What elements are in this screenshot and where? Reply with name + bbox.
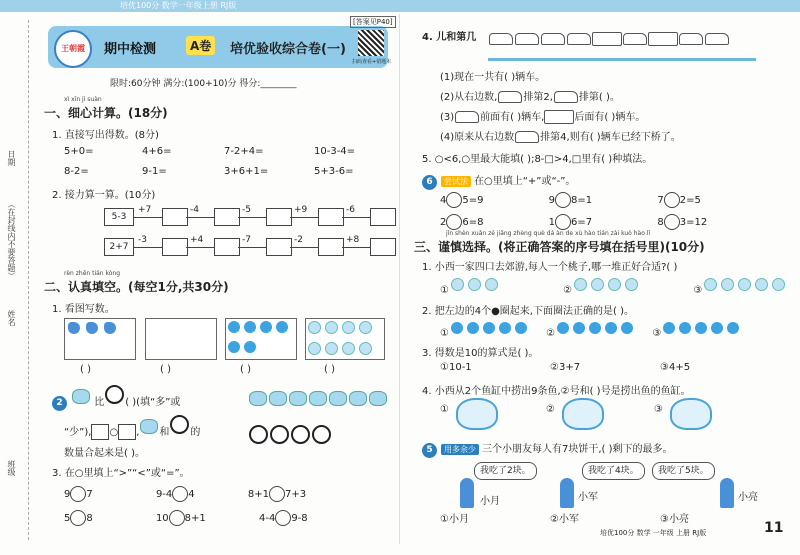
apple-icon <box>276 321 288 333</box>
compare-right: 7+3 <box>284 489 307 500</box>
pig-icon <box>140 419 158 434</box>
calc-item[interactable]: 10-3-4= <box>314 146 356 157</box>
options-q3 <box>440 362 690 373</box>
calc-item[interactable]: 5+3-6= <box>314 166 354 177</box>
s1-pinyin: xì xīn jì suàn <box>64 96 102 103</box>
apple-icon <box>467 322 479 334</box>
compare-left: 10 <box>155 513 169 524</box>
top-strip-text: 培优100分 数学一年级上册 RJ版 <box>120 1 237 10</box>
fish-tank-icon <box>670 398 712 430</box>
child-icon <box>720 478 734 508</box>
l3-text-a: (3) <box>440 112 455 123</box>
car-icon <box>515 131 539 143</box>
apple-icon <box>451 322 463 334</box>
chain-operation: +8 <box>346 235 360 245</box>
pic-goldfish <box>305 318 385 360</box>
panda-icon <box>170 415 189 434</box>
q2-text-c: “少”), <box>64 427 92 438</box>
peach-pile-icon <box>485 278 498 291</box>
question-number: 6 <box>422 175 437 190</box>
qr-note: 扫码查看+错题本 <box>352 59 392 65</box>
option-label[interactable]: ②3+7 <box>550 362 581 373</box>
bridge-illustration <box>488 28 756 61</box>
sign-right: 6=8 <box>462 217 484 228</box>
pig-group <box>248 390 388 411</box>
class-label: 班级 <box>7 460 16 476</box>
chain-operation: +7 <box>138 205 152 215</box>
chain-operation: -5 <box>242 205 251 215</box>
s3-q2: 2. 把左边的4个●圈起来,下面圈法正确的是( )。 <box>422 306 634 317</box>
peach-pile-icon <box>772 278 785 291</box>
chain-answer-box[interactable] <box>214 238 240 256</box>
calc-item[interactable]: 8-2= <box>64 166 89 177</box>
option-label[interactable]: ③ <box>652 328 662 339</box>
car-icon <box>489 33 513 45</box>
chain-answer-box[interactable] <box>318 208 344 226</box>
chain-arrow <box>238 217 266 218</box>
compare-right: 4 <box>188 489 195 500</box>
compare-circle[interactable] <box>70 486 86 502</box>
calc-row-1 <box>64 146 384 157</box>
car-icon <box>455 111 479 123</box>
apple-icon <box>228 341 240 353</box>
answer-blank[interactable]: ( ) <box>80 364 91 375</box>
sign-left: 8 <box>657 217 664 228</box>
s2-q1: 1. 看图写数。 <box>52 304 115 315</box>
qr-code-icon[interactable] <box>358 30 384 56</box>
chain-operation: -4 <box>190 205 199 215</box>
pic-empty <box>145 318 217 360</box>
pig-icon <box>369 391 387 406</box>
paper-badge: A卷 <box>186 36 215 55</box>
s4-l2 <box>440 88 620 103</box>
goldfish-bowl-icon <box>308 321 321 334</box>
apple-icon <box>260 321 272 333</box>
peach-pile-icon <box>608 278 621 291</box>
fish-tank-icon <box>456 398 498 430</box>
sign-right: 3=12 <box>679 217 708 228</box>
compare-circle[interactable] <box>169 510 185 526</box>
goldfish-bowl-icon <box>342 342 355 355</box>
child-name: 小月 <box>480 496 500 507</box>
cut-line <box>28 20 29 540</box>
option-label[interactable]: ② <box>546 328 556 339</box>
chain-answer-box[interactable] <box>370 238 396 256</box>
option-label[interactable]: ① <box>440 328 449 339</box>
q2-text-a: 比 <box>94 397 105 408</box>
chain-arrow <box>134 247 162 248</box>
option-label[interactable]: ②小军 <box>550 514 579 525</box>
peach-pile-icon <box>591 278 604 291</box>
l2-text-a: (2)从右边数, <box>440 92 498 103</box>
q5-text: 三个小朋友每人有7块饼干,( )剩下的最多。 <box>482 444 673 455</box>
apple-icon <box>515 322 527 334</box>
panda-icon <box>291 425 310 444</box>
compare-row-1 <box>64 486 306 502</box>
q6-text: 在○里填上“+”或“-”。 <box>474 176 576 187</box>
compare-right: 9-8 <box>291 513 308 524</box>
pig-icon <box>329 391 347 406</box>
peach-pile-icon <box>574 278 587 291</box>
sign-circle[interactable] <box>446 192 462 208</box>
bus-icon <box>544 110 574 124</box>
chain-arrow <box>134 217 162 218</box>
car-icon <box>623 33 647 45</box>
child-name: 小军 <box>578 492 598 503</box>
compare-left: 9-4 <box>155 489 173 500</box>
pig-icon <box>249 391 267 406</box>
pig-icon <box>349 391 367 406</box>
options-q1 <box>440 276 787 296</box>
car-icon <box>554 91 578 103</box>
peach-pile-icon <box>721 278 734 291</box>
peach-pile-icon <box>468 278 481 291</box>
chain-arrow <box>186 247 214 248</box>
sign-left: 7 <box>657 195 664 206</box>
option-label[interactable]: ② <box>563 285 573 296</box>
section-1-title: 一、细心计算。(18分) <box>44 106 168 120</box>
panda-icon <box>270 425 289 444</box>
peach-icon <box>86 322 98 334</box>
top-strip <box>0 0 800 12</box>
car-icon <box>567 33 591 45</box>
option-label[interactable]: ② <box>546 404 555 415</box>
pig-icon <box>269 391 287 406</box>
s2-q3: 3. 在○里填上“>”“<”或“=”。 <box>52 468 190 479</box>
apple-icon <box>711 322 723 334</box>
title-banner <box>48 26 388 68</box>
s4-l3 <box>440 108 645 124</box>
sign-circle[interactable] <box>446 214 462 230</box>
chain-answer-box[interactable] <box>370 208 396 226</box>
sign-row-2 <box>440 214 707 230</box>
panda-group <box>248 424 332 449</box>
question-number: 2 <box>52 396 67 411</box>
sign-left: 2 <box>440 217 447 228</box>
options-q5 <box>440 510 689 525</box>
option-label[interactable]: ③4+5 <box>660 362 691 373</box>
chain-arrow <box>342 247 370 248</box>
chain-start: 5-3 <box>104 208 134 226</box>
q2-text-e: 的 <box>190 427 201 438</box>
apple-icon <box>605 322 617 334</box>
chain-operation: -2 <box>294 235 303 245</box>
peach-pile-icon <box>755 278 768 291</box>
l2-text-b: 排第2, <box>523 92 553 103</box>
chain-answer-box[interactable] <box>214 208 240 226</box>
l3-text-b: 前面有( )辆车, <box>480 112 545 123</box>
apple-icon <box>695 322 707 334</box>
chain-arrow <box>290 217 318 218</box>
peach-pile-icon <box>451 278 464 291</box>
option-label[interactable]: ① <box>440 404 449 415</box>
s2-q2-line1 <box>52 384 180 411</box>
answer-blank[interactable]: ( ) <box>324 364 335 375</box>
method-tag: 用多余少 <box>441 444 479 455</box>
compare-left: 8+1 <box>247 489 269 500</box>
s2-pinyin: rèn zhēn tián kòng <box>64 270 121 277</box>
apple-icon <box>621 322 633 334</box>
chain-arrow <box>342 217 370 218</box>
q5: 5. ○<6,○里最大能填( );8-□>4,□里有( )种填法。 <box>422 154 653 165</box>
compare-right: 8 <box>86 513 93 524</box>
options-q2 <box>440 320 741 339</box>
answer-box[interactable] <box>118 424 136 440</box>
pig-icon <box>289 391 307 406</box>
s4-l1: (1)现在一共有( )辆车。 <box>440 72 546 83</box>
sign-left: 4 <box>440 195 447 206</box>
s1-q2: 2. 接力算一算。(10分) <box>52 190 156 201</box>
option-label[interactable]: ① <box>440 285 449 296</box>
compare-row-2 <box>64 510 308 526</box>
method-tag: 尝试法 <box>441 176 471 187</box>
sign-right: 8=1 <box>571 195 593 206</box>
sign-right: 6=7 <box>571 217 593 228</box>
apple-icon <box>483 322 495 334</box>
sign-circle[interactable] <box>555 192 571 208</box>
answer-box[interactable] <box>91 424 109 440</box>
pig-icon <box>309 391 327 406</box>
chain-arrow <box>186 217 214 218</box>
peach-pile-icon <box>704 278 717 291</box>
child-name: 小亮 <box>738 492 758 503</box>
chain-operation: +4 <box>190 235 204 245</box>
chain-start: 2+7 <box>104 238 134 256</box>
pig-icon <box>72 389 90 404</box>
compare-left: 4-4 <box>258 513 276 524</box>
page-number: 11 <box>764 520 784 536</box>
binding-note: （在封线内不要答题） <box>7 200 16 280</box>
compare-right: 8+1 <box>184 513 206 524</box>
child-icon <box>560 478 574 508</box>
bus-icon <box>648 32 678 46</box>
q2-text-b: ( )(填“多”或 <box>125 397 181 408</box>
chain-operation: +9 <box>294 205 308 215</box>
answer-blank[interactable]: ( ) <box>160 364 171 375</box>
calc-item[interactable]: 5+0= <box>64 146 94 157</box>
q2-text-d: 和 <box>159 427 170 438</box>
l4-text-a: (4)原来从右边数 <box>440 132 515 143</box>
peach-icon <box>68 322 80 334</box>
goldfish-bowl-icon <box>359 321 372 334</box>
car-icon <box>705 33 729 45</box>
goldfish-bowl-icon <box>308 342 321 355</box>
answer-reference: [答案见P40] <box>350 16 396 28</box>
sign-circle[interactable] <box>664 214 680 230</box>
bus-icon <box>592 32 622 46</box>
goldfish-bowl-icon <box>325 321 338 334</box>
sign-right: 5=9 <box>462 195 484 206</box>
s4-title: 4. 儿和第几 <box>422 32 477 43</box>
chain-answer-box[interactable] <box>266 238 292 256</box>
apple-icon <box>727 322 739 334</box>
child-icon <box>460 478 474 508</box>
speech-bubble: 我吃了2块。 <box>474 462 537 480</box>
page-footer: 培优100分 数学 一年级 上册 RJ版 <box>600 529 707 537</box>
compare-circle[interactable] <box>172 486 188 502</box>
apple-icon <box>244 321 256 333</box>
compare-right: 7 <box>86 489 93 500</box>
option-label[interactable]: ③小亮 <box>660 514 689 525</box>
calc-row-2 <box>64 166 384 177</box>
chain-operation: -3 <box>138 235 147 245</box>
l4-text-b: 排第4,则有( )辆车已经下桥了。 <box>540 132 681 143</box>
apple-icon <box>244 341 256 353</box>
car-icon <box>541 33 565 45</box>
q6 <box>422 172 575 190</box>
sign-left: 1 <box>548 217 556 228</box>
answer-blank[interactable]: ( ) <box>240 364 251 375</box>
date-label: 日期 <box>7 150 16 166</box>
calc-item[interactable]: 4+6= <box>142 146 172 157</box>
car-icon <box>498 91 522 103</box>
apple-icon <box>228 321 240 333</box>
panda-icon <box>249 425 268 444</box>
sign-circle[interactable] <box>664 192 680 208</box>
sign-circle[interactable] <box>555 214 571 230</box>
calc-item[interactable]: 7-2+4= <box>224 146 264 157</box>
car-icon <box>515 33 539 45</box>
apple-icon <box>663 322 675 334</box>
pic-peaches <box>64 318 136 360</box>
fish-tank-icon <box>562 398 604 430</box>
speech-bubble: 我吃了4块。 <box>582 462 645 480</box>
s3-q1: 1. 小西一家四口去郊游,每人一个桃子,哪一堆正好合适?( ) <box>422 262 678 273</box>
chain-answer-box[interactable] <box>318 238 344 256</box>
calc-item[interactable]: 3+6+1= <box>224 166 269 177</box>
pic-apples <box>225 318 297 360</box>
apple-icon <box>573 322 585 334</box>
compare-left: 9 <box>64 489 71 500</box>
compare-circle[interactable] <box>70 510 86 526</box>
compare-circle[interactable] <box>275 510 291 526</box>
option-label[interactable]: ③ <box>654 404 663 415</box>
option-label[interactable]: ①小月 <box>440 514 469 525</box>
chain-answer-box[interactable] <box>162 238 188 256</box>
peach-pile-icon <box>625 278 638 291</box>
goldfish-bowl-icon <box>359 342 372 355</box>
calc-item[interactable]: 9-1= <box>142 166 167 177</box>
section-3-title: 三、谨慎选择。(将正确答案的序号填在括号里)(10分) <box>414 240 705 254</box>
name-label: 姓名 <box>7 310 16 326</box>
s1-q1: 1. 直接写出得数。(8分) <box>52 130 159 141</box>
s2-q2-line2: “少”), ○ , 和 的 <box>64 414 200 440</box>
goldfish-bowl-icon <box>325 342 338 355</box>
apple-icon <box>499 322 511 334</box>
peach-icon <box>104 322 116 334</box>
chain-operation: -7 <box>242 235 251 245</box>
goldfish-bowl-icon <box>342 321 355 334</box>
s3-pinyin: jǐn shèn xuǎn zé jiāng zhèng què dá àn de xù hào tián zài kuò hào lǐ <box>446 230 651 237</box>
compare-circle[interactable] <box>269 486 285 502</box>
option-label[interactable]: ①10-1 <box>440 362 472 373</box>
compare-left: 5 <box>64 513 71 524</box>
l2-text-c: 排第( )。 <box>578 92 620 103</box>
apple-icon <box>557 322 569 334</box>
chain-arrow <box>238 247 266 248</box>
exam-meta: 限时:60分钟 满分:(100+10)分 得分:________ <box>110 79 297 89</box>
s3-q4: 4. 小西从2个鱼缸中捞出9条鱼,②号和( )号是捞出鱼的鱼缸。 <box>422 386 691 397</box>
apple-icon <box>589 322 601 334</box>
chain-answer-box[interactable] <box>266 208 292 226</box>
page-fold <box>399 14 400 544</box>
exam-title: 期中检测 <box>104 42 157 57</box>
question-number: 5 <box>422 443 437 458</box>
panda-icon <box>312 425 331 444</box>
s2-q2-line3: 数量合起来是( )。 <box>64 448 145 459</box>
section-2-title: 二、认真填空。(每空1分,共30分) <box>44 280 229 294</box>
car-icon <box>679 33 703 45</box>
chain-operation: -6 <box>346 205 355 215</box>
sign-right: 2=5 <box>679 195 701 206</box>
s3-q3: 3. 得数是10的算式是( )。 <box>422 348 539 359</box>
s3-q5 <box>422 440 673 458</box>
sign-row-1 <box>440 192 701 208</box>
speech-bubble: 我吃了5块。 <box>652 462 715 480</box>
option-label[interactable]: ③ <box>693 285 703 296</box>
sign-left: 9 <box>548 195 556 206</box>
panda-icon <box>105 385 124 404</box>
exam-subtitle: 培优验收综合卷(一) <box>230 42 346 57</box>
s4-l4 <box>440 128 681 143</box>
peach-pile-icon <box>738 278 751 291</box>
chain-answer-box[interactable] <box>162 208 188 226</box>
publisher-logo: 王朝霞 <box>54 30 92 68</box>
l3-text-c: 后面有( )辆车。 <box>574 112 646 123</box>
chain-arrow <box>290 247 318 248</box>
apple-icon <box>679 322 691 334</box>
